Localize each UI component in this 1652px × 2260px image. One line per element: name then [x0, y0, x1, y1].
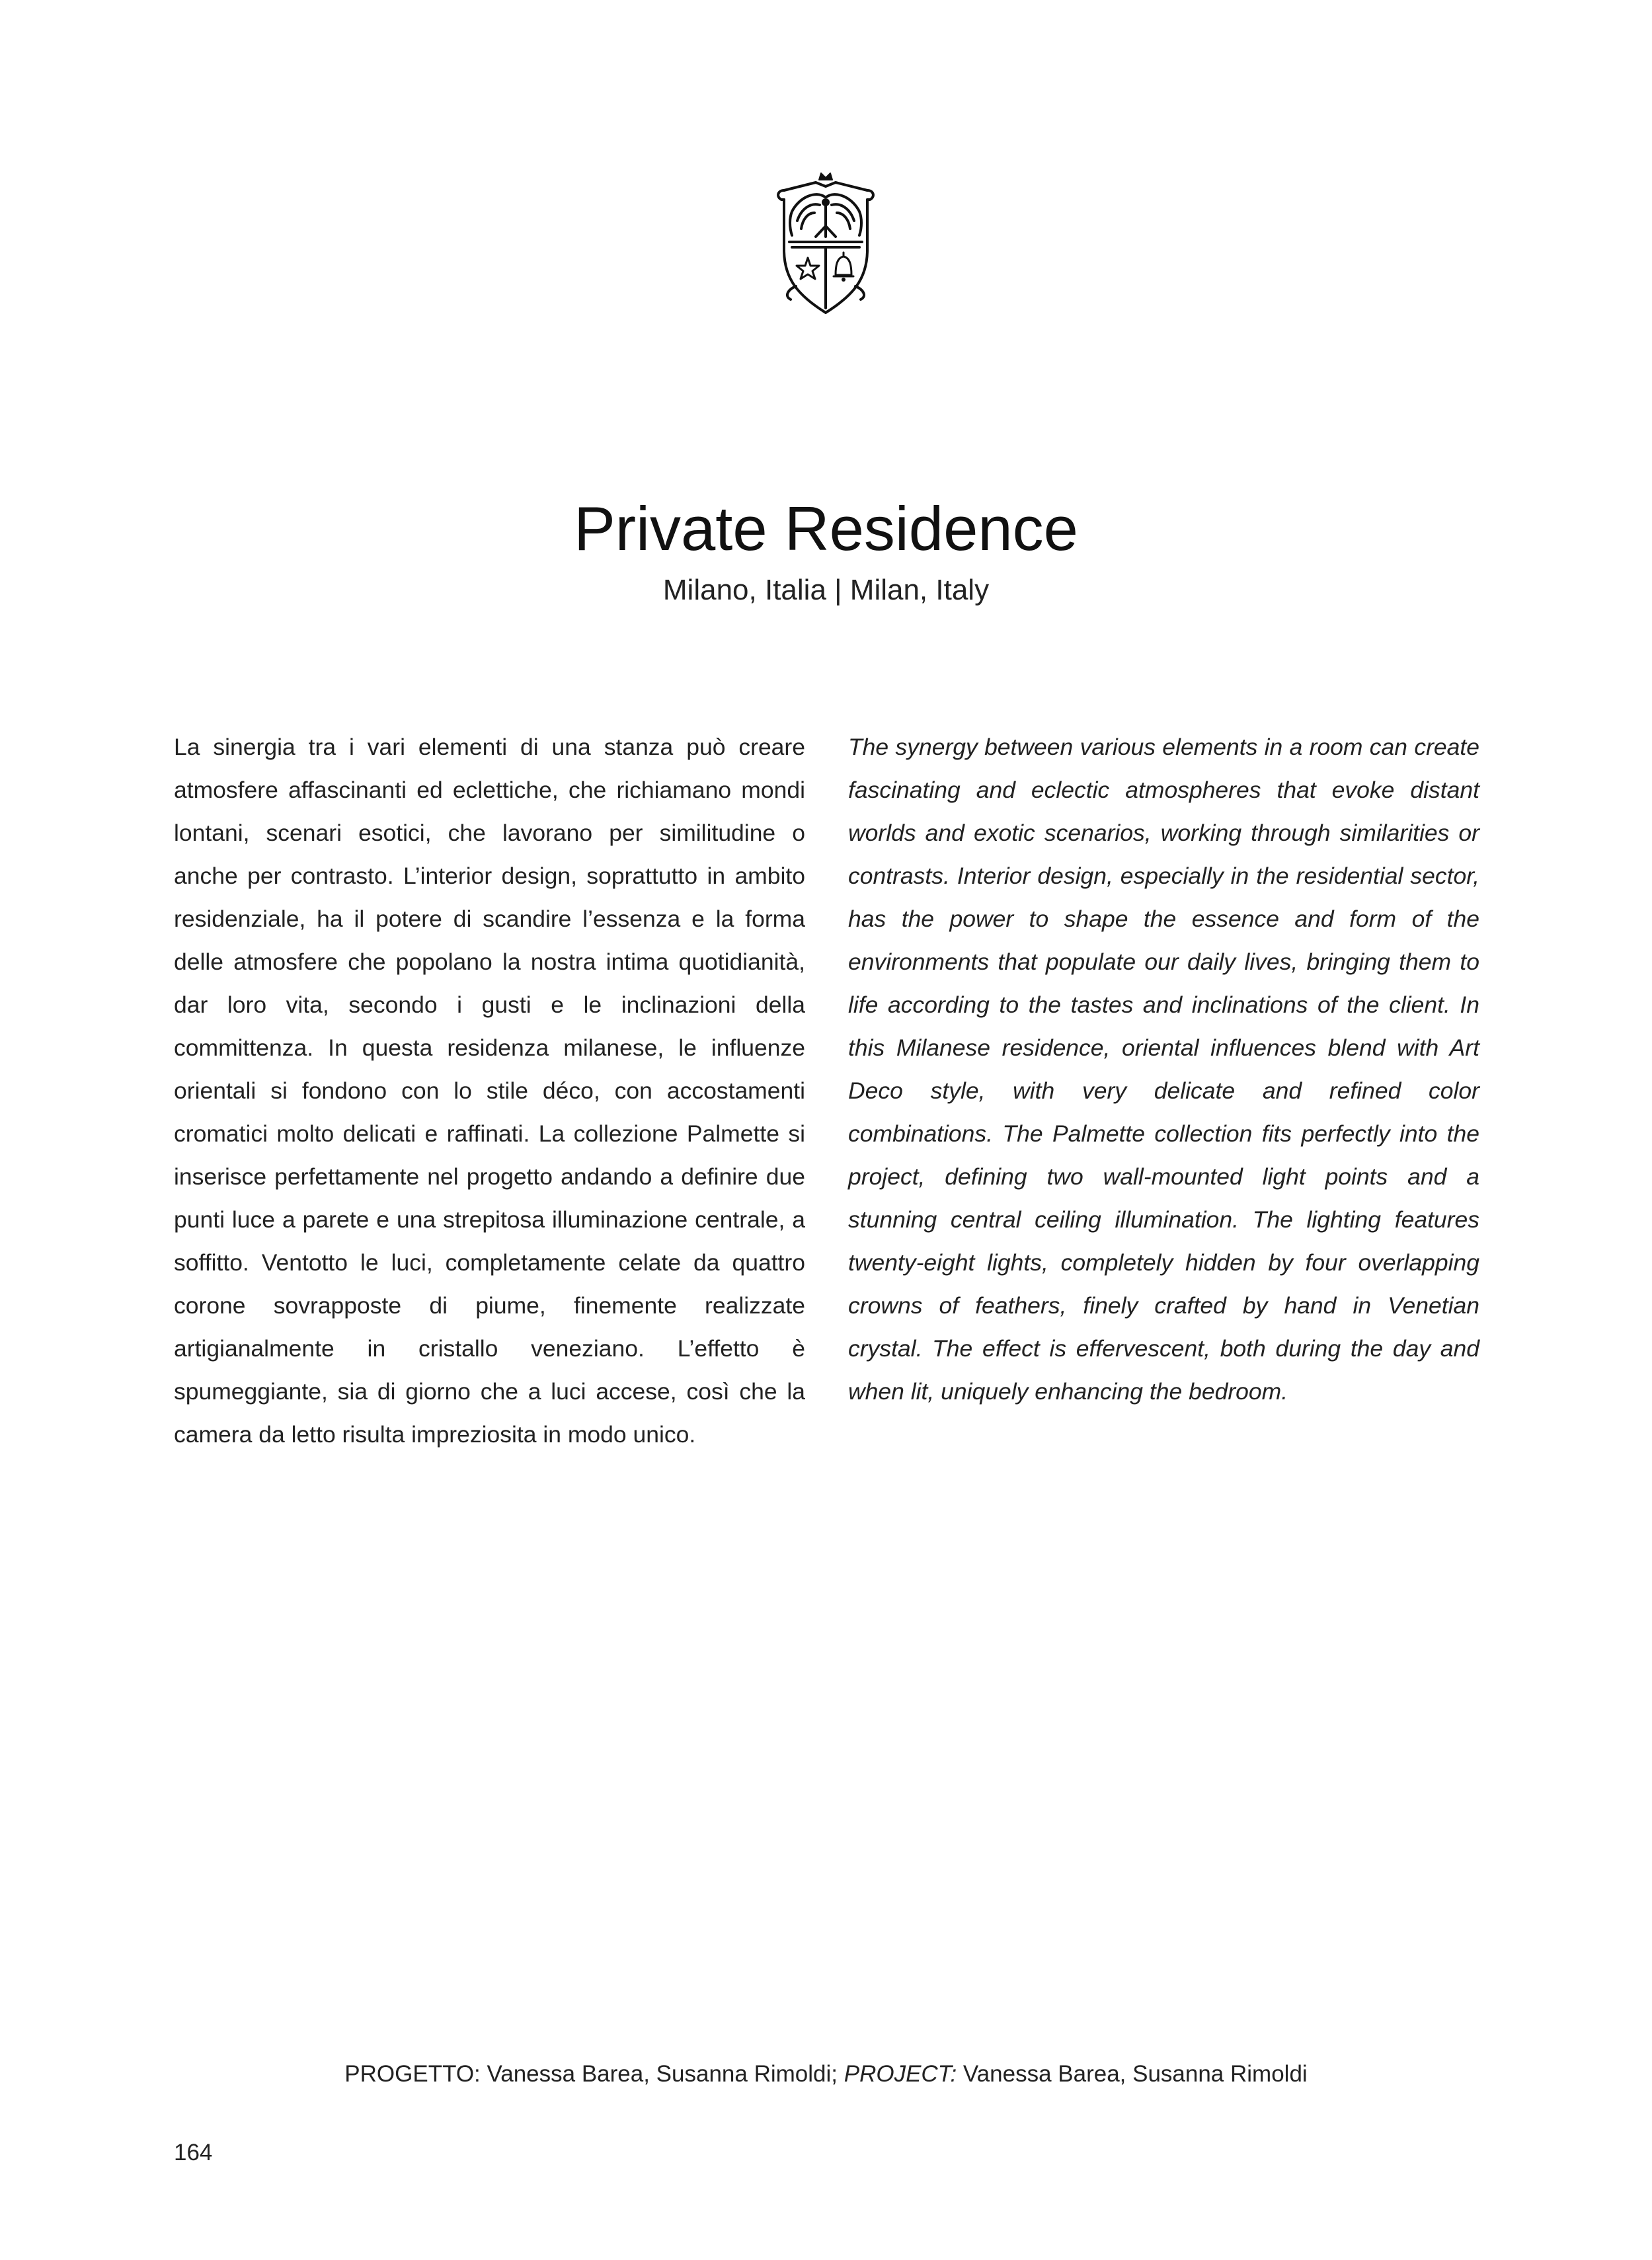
page-number: 164: [174, 2140, 213, 2165]
credits-it-label: PROGETTO:: [344, 2061, 481, 2087]
page-title: Private Residence: [574, 494, 1078, 563]
credits-en-label: PROJECT:: [844, 2061, 957, 2087]
body-text-italian: La sinergia tra i vari elementi di una stanza può creare atmosfere affascinanti ed eclettiche, che richiamano mondi lontani, scenari esotici, che lavorano per similitudine o anche per contrasto. L’interior design, soprattutto in ambito residenziale, ha il potere di scandire l’essenza e la forma delle atmosfere che popolano la nostra intima quotidianità, dar loro vita, secondo i gusti e le inclinazioni della committenza. In questa residenza milanese, le influenze orientali si fondono con lo stile déco, con accostamenti cromatici molto delicati e raffinati. La collezione Palmette si inserisce perfettamente nel progetto andando a definire due punti luce a parete e una strepitosa illuminazione centrale, a soffitto. Ventotto le luci, completamente celate da quattro corone sovrapposte di piume, finemente realizzate artigianalmente in cristallo veneziano. L’effetto è spumeggiante, sia di giorno che a luci accese, così che la camera da letto risulta impreziosita in modo unico.: [174, 734, 805, 1448]
credits-en-value: Vanessa Barea, Susanna Rimoldi: [957, 2061, 1308, 2087]
credits-it-value: Vanessa Barea, Susanna Rimoldi;: [480, 2061, 844, 2087]
location-subtitle: Milano, Italia | Milan, Italy: [662, 574, 990, 606]
coat-of-arms-logo: [769, 171, 882, 320]
body-text-english: The synergy between various elements in a room can create fascinating and eclectic atmospheres that evoke distant worlds and exotic scenarios, working through similarities or contrasts. Interior design, especially in the residential sector, has the power to shape the essence and form of the environments that populate our daily lives, bringing them to life according to the tastes and inclinations of the client. In this Milanese residence, oriental influences blend with Art Deco style, with very delicate and refined color combinations. The Palmette collection fits perfectly into the project, defining two wall-mounted light points and a stunning central ceiling illumination. The lighting features twenty-eight lights, completely hidden by four overlapping crowns of feathers, finely crafted by hand in Venetian crystal. The effect is effervescent, both during the day and when lit, uniquely enhancing the bedroom.: [848, 734, 1479, 1405]
project-credits: [0, 2060, 1652, 2089]
